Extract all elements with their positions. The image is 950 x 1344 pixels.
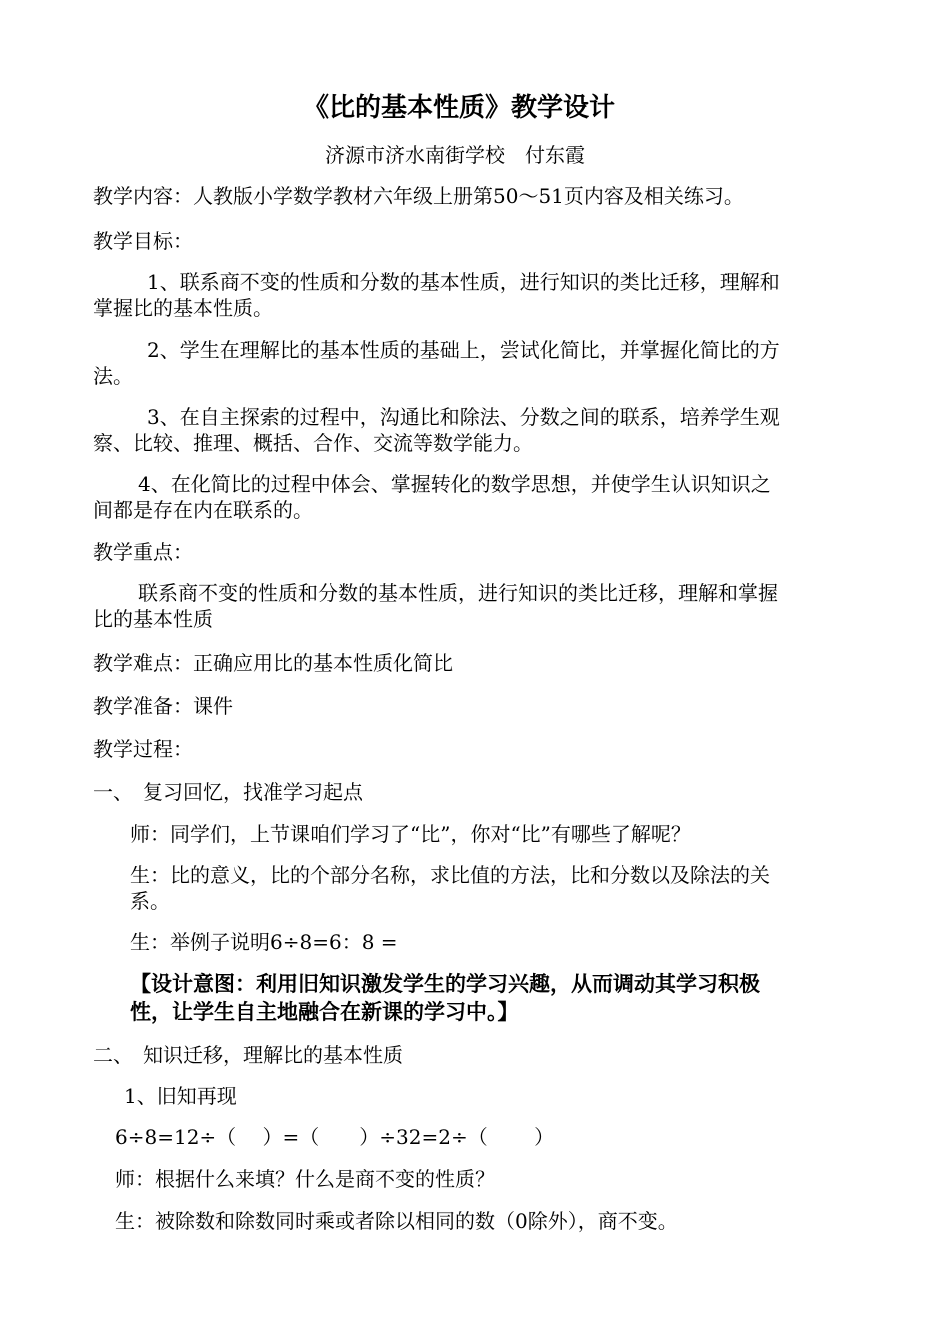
section-2-title: 二、 知识迁移，理解比的基本性质 [93, 1043, 403, 1067]
teacher-question-1: 师：同学们，上节课咱们学习了“比”，你对“比”有哪些了解呢？ [130, 822, 691, 846]
teacher-question-2: 师：根据什么来填？什么是商不变的性质？ [115, 1167, 495, 1191]
goal-4-line-1: 4、在化简比的过程中体会、掌握转化的数学思想，并使学生认识知识之 [138, 472, 771, 496]
design-intent-line-2: 性，让学生自主地融合在新课的学习中。】 [130, 1000, 519, 1024]
key-points-line-2: 比的基本性质 [93, 607, 213, 631]
student-answer-1-line-2: 系。 [130, 889, 170, 913]
student-answer-3: 生：被除数和除数同时乘或者除以相同的数（0除外），商不变。 [115, 1209, 678, 1233]
difficulty-line: 教学难点：正确应用比的基本性质化简比 [93, 651, 453, 675]
key-points-heading: 教学重点： [93, 540, 193, 564]
teaching-content: 教学内容：人教版小学数学教材六年级上册第50～51页内容及相关练习。 [93, 184, 744, 208]
goal-3-line-2: 察、比较、推理、概括、合作、交流等数学能力。 [93, 431, 533, 455]
goals-heading: 教学目标： [93, 229, 193, 253]
goal-1-line-1: 1、联系商不变的性质和分数的基本性质，进行知识的类比迁移，理解和 [147, 270, 780, 294]
division-equation: 6÷8=12÷（ ）=（ ）÷32=2÷（ ） [115, 1125, 555, 1149]
student-answer-1-line-1: 生：比的意义，比的个部分名称，求比值的方法，比和分数以及除法的关 [130, 863, 770, 887]
goal-3-line-1: 3、在自主探索的过程中，沟通比和除法、分数之间的联系，培养学生观 [147, 405, 780, 429]
goal-2-line-2: 法。 [93, 364, 133, 388]
process-heading: 教学过程： [93, 737, 193, 761]
subsection-1-title: 1、旧知再现 [124, 1084, 237, 1108]
key-points-line-1: 联系商不变的性质和分数的基本性质，进行知识的类比迁移，理解和掌握 [138, 581, 778, 605]
goal-2-line-1: 2、学生在理解比的基本性质的基础上，尝试化简比，并掌握化简比的方 [147, 338, 780, 362]
page-title: 《比的基本性质》教学设计 [303, 93, 616, 123]
student-answer-2: 生：举例子说明6÷8=6：8 = [130, 930, 398, 954]
design-intent-line-1: 【设计意图：利用旧知识激发学生的学习兴趣，从而调动其学习积极 [130, 972, 760, 996]
goal-1-line-2: 掌握比的基本性质。 [93, 296, 273, 320]
author-line: 济源市济水南街学校 付东霞 [325, 143, 585, 167]
goal-4-line-2: 间都是存在内在联系的。 [93, 498, 313, 522]
section-1-title: 一、 复习回忆，找准学习起点 [93, 780, 363, 804]
preparation-line: 教学准备：课件 [93, 694, 233, 718]
